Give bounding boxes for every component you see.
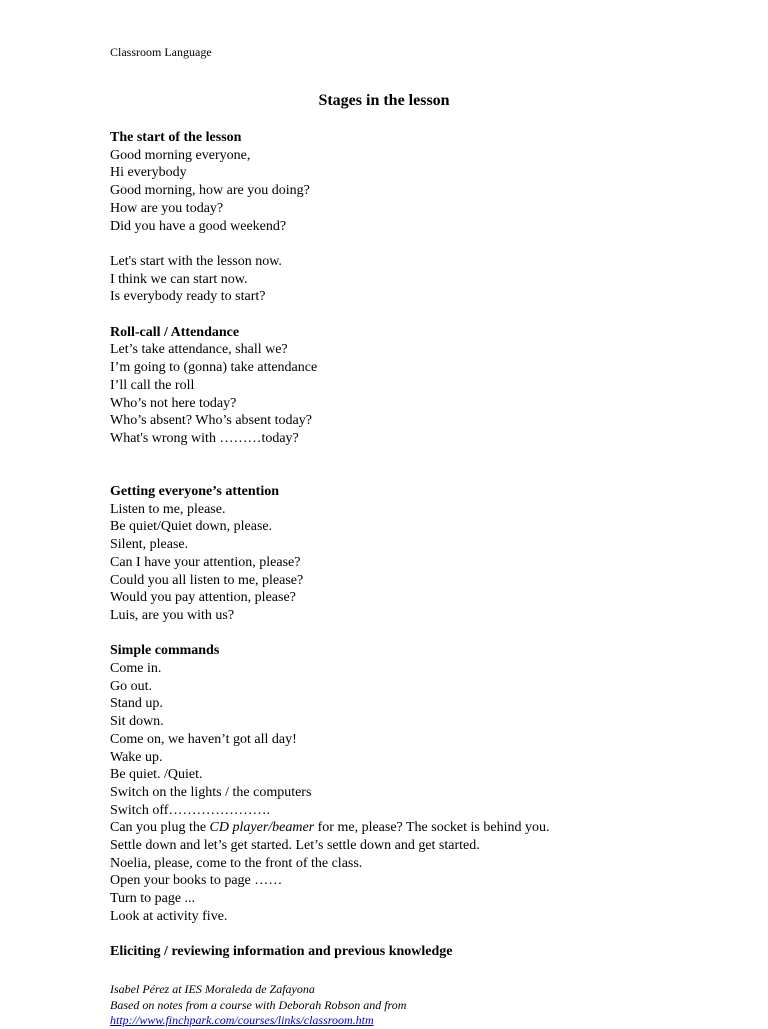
phrase-line: Let’s take attendance, shall we?: [110, 342, 288, 358]
phrase-line: What's wrong with ………today?: [110, 430, 299, 446]
section-heading-attention: Getting everyone’s attention: [110, 484, 279, 500]
phrase-line: I think we can start now.: [110, 271, 248, 287]
phrase-line: I’ll call the roll: [110, 377, 195, 393]
phrase-text: for me, please? The socket is behind you.: [314, 820, 550, 836]
phrase-line-cd: [110, 819, 750, 837]
phrase-line: Settle down and let’s get started. Let’s settle down and get started.: [110, 838, 480, 854]
phrase-line: Luis, are you with us?: [110, 607, 235, 623]
phrase-line: Go out.: [110, 678, 152, 694]
section-heading-eliciting: Eliciting / reviewing information and previous knowledge: [110, 944, 453, 960]
page-footer: [110, 982, 406, 1029]
phrase-line: Let's start with the lesson now.: [110, 253, 282, 269]
document-body: [110, 129, 750, 961]
footer-source: Based on notes from a course with Deborah Robson and from: [110, 997, 407, 1012]
section-heading-commands: Simple commands: [110, 643, 220, 659]
phrase-line: Come in.: [110, 661, 162, 677]
phrase-line: Be quiet. /Quiet.: [110, 767, 203, 783]
section-heading-rollcall: Roll-call / Attendance: [110, 324, 240, 340]
phrase-line: Look at activity five.: [110, 908, 228, 924]
phrase-emphasis: CD player/beamer: [209, 820, 315, 836]
phrase-line: Come on, we haven’t got all day!: [110, 731, 297, 747]
page-title: Stages in the lesson: [318, 92, 450, 109]
phrase-line: Be quiet/Quiet down, please.: [110, 519, 273, 535]
phrase-line: Could you all listen to me, please?: [110, 572, 304, 588]
phrase-line: Can I have your attention, please?: [110, 554, 301, 570]
phrase-line: I’m going to (gonna) take attendance: [110, 360, 318, 376]
phrase-line: Listen to me, please.: [110, 501, 226, 517]
footer-author: Isabel Pérez at IES Moraleda de Zafayona: [110, 982, 315, 996]
phrase-line: Would you pay attention, please?: [110, 590, 296, 606]
phrase-line: Who’s not here today?: [110, 395, 237, 411]
phrase-line: Did you have a good weekend?: [110, 218, 287, 234]
footer-link[interactable]: http://www.finchpark.com/courses/links/classroom.htm: [110, 1013, 374, 1027]
phrase-line: How are you today?: [110, 200, 224, 216]
phrase-line: Switch on the lights / the computers: [110, 784, 312, 800]
page-header: Classroom Language: [110, 45, 212, 59]
phrase-line: Stand up.: [110, 696, 163, 712]
phrase-line: Noelia, please, come to the front of the class.: [110, 855, 363, 871]
phrase-text: Can you plug the: [110, 820, 210, 836]
phrase-line: Sit down.: [110, 714, 164, 730]
phrase-line: Is everybody ready to start?: [110, 289, 266, 305]
phrase-line: Silent, please.: [110, 537, 189, 553]
phrase-line: Turn to page ...: [110, 891, 196, 907]
phrase-line: Switch off………………….: [110, 802, 270, 818]
phrase-line: Good morning, how are you doing?: [110, 183, 310, 199]
phrase-line: Hi everybody: [110, 165, 187, 181]
phrase-line: Who’s absent? Who’s absent today?: [110, 413, 312, 429]
phrase-line: Wake up.: [110, 749, 163, 765]
phrase-line: Open your books to page ……: [110, 873, 283, 889]
section-heading-start: The start of the lesson: [110, 130, 242, 145]
phrase-line: Good morning everyone,: [110, 147, 251, 163]
